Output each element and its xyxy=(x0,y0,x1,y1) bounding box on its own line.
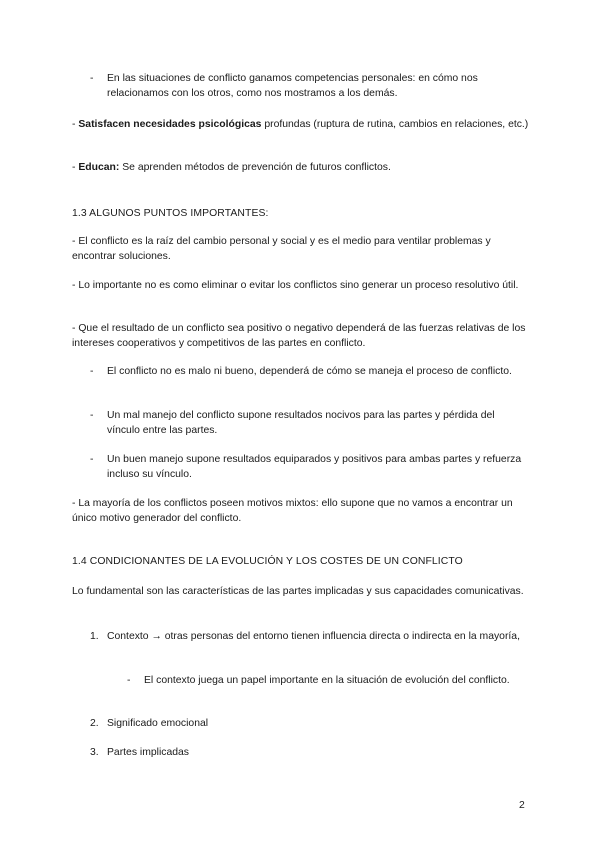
bullet-marker: - xyxy=(90,454,94,465)
bullet-marker: - xyxy=(90,410,94,421)
sub-bullet-text: El contexto juega un papel importante en la situación de evolución del conflicto. xyxy=(144,675,510,686)
paragraph: - Que el resultado de un conflicto sea positivo o negativo dependerá de las fuerzas relativas de los intereses cooperativos y competitivos de las partes en conflicto. xyxy=(72,323,526,350)
list-number: 1. xyxy=(90,631,99,642)
educan-paragraph xyxy=(72,160,534,175)
bold-term: Educan: xyxy=(78,162,120,173)
list-number: 3. xyxy=(90,747,99,758)
satisfacen-paragraph xyxy=(72,117,534,132)
paragraph: - Lo importante no es como eliminar o evitar los conflictos sino generar un proceso resolutivo útil. xyxy=(72,280,519,291)
list-number: 2. xyxy=(90,718,99,729)
page-number: 2 xyxy=(519,800,525,811)
paragraph: - La mayoría de los conflictos poseen motivos mixtos: ello supone que no vamos a encontrar un único motivo generador del conflicto. xyxy=(72,498,513,525)
section-heading-1-4: 1.4 CONDICIONANTES DE LA EVOLUCIÓN Y LOS COSTES DE UN CONFLICTO xyxy=(72,556,463,567)
paragraph: - El conflicto es la raíz del cambio personal y social y es el medio para ventilar problemas y encontrar soluciones. xyxy=(72,236,491,263)
bullet-text: Un mal manejo del conflicto supone resultados nocivos para las partes y pérdida del vínculo entre las partes. xyxy=(107,410,495,437)
paragraph: Lo fundamental son las características de las partes implicadas y sus capacidades comunicativas. xyxy=(72,586,524,597)
paragraph-prefix: - xyxy=(72,119,79,130)
bullet-marker: - xyxy=(90,366,94,377)
list-item-text: Contexto → otras personas del entorno tienen influencia directa o indirecta en la mayoría, xyxy=(107,631,520,642)
sub-bullet-marker: - xyxy=(127,675,131,686)
paragraph-prefix: - xyxy=(72,162,79,173)
section-heading-1-3: 1.3 ALGUNOS PUNTOS IMPORTANTES: xyxy=(72,208,269,219)
bullet-marker: - xyxy=(90,73,94,84)
bold-term: Satisfacen necesidades psicológicas xyxy=(78,119,262,130)
list-item-text: Significado emocional xyxy=(107,718,209,729)
bullet-text: El conflicto no es malo ni bueno, dependerá de cómo se maneja el proceso de conflicto. xyxy=(107,366,512,377)
list-item-text: Partes implicadas xyxy=(107,747,190,758)
bullet-text: En las situaciones de conflicto ganamos competencias personales: en cómo nos relacionamos con los otros, como nos mostramos a los demás. xyxy=(107,73,478,100)
bullet-text: Un buen manejo supone resultados equiparados y positivos para ambas partes y refuerza incluso su vínculo. xyxy=(107,454,522,481)
paragraph-rest: profundas (ruptura de rutina, cambios en relaciones, etc.) xyxy=(261,119,529,130)
paragraph-rest: Se aprenden métodos de prevención de futuros conflictos. xyxy=(119,162,391,173)
